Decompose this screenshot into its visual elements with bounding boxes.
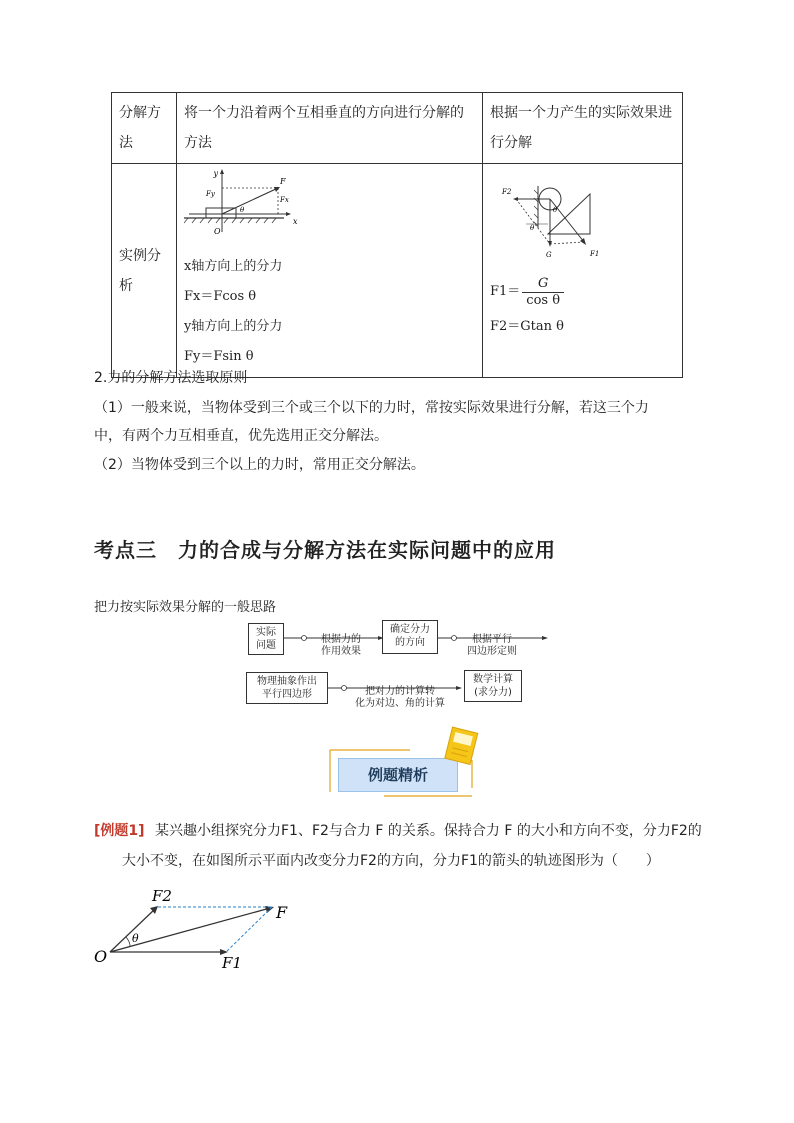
orthogonal-decomposition-figure xyxy=(184,166,304,244)
example-tag: [例题1] xyxy=(94,823,145,839)
flow-diagram xyxy=(244,620,554,710)
cell-orthogonal-example xyxy=(177,164,483,378)
table-row xyxy=(112,93,683,164)
formula-line: Fy＝Fsin θ xyxy=(184,349,254,364)
principle-paragraph: （2）当物体受到三个以上的力时，常用正交分解法。 xyxy=(94,457,425,473)
wedge-ball-figure xyxy=(496,178,606,268)
row-label: 分解方法 xyxy=(112,93,177,164)
notebook-icon xyxy=(440,724,484,770)
origin-label: O xyxy=(214,227,221,236)
example-badge: 例题精析 xyxy=(338,758,458,792)
flow-box-calculation: 数学计算 (求分力) xyxy=(464,670,522,702)
y-axis-label: y xyxy=(213,169,218,178)
fy-label: Fy xyxy=(206,190,215,198)
formula-line: x轴方向上的分力 xyxy=(184,259,283,274)
origin-label: O xyxy=(94,947,108,966)
table-row xyxy=(112,164,683,378)
force-f2-label: F2 xyxy=(152,887,172,905)
force-f-label: F xyxy=(276,903,288,922)
formula-line: Fx＝Fcos θ xyxy=(184,289,257,304)
cell-effect-method: 根据一个力产生的实际效果进行分解 xyxy=(483,93,683,164)
theta-label: θ xyxy=(240,206,245,214)
example-question: [例题1] 某兴趣小组探究分力F1、F2与合力 F 的关系。保持合力 F 的大小和方向不变，分力F2的 xyxy=(94,823,702,839)
f2-label: F2 xyxy=(502,188,512,196)
theta-label: θ xyxy=(530,224,535,232)
flow-label: 根据力的 作用效果 xyxy=(321,634,361,657)
force-label: F xyxy=(280,177,286,186)
principle-paragraph: （1）一般来说，当物体受到三个或三个以下的力时，常按实际效果进行分解，若这三个力 xyxy=(94,400,649,416)
theta-label: θ xyxy=(132,932,139,945)
flow-label: 把对力的计算转 化为对边、角的计算 xyxy=(355,686,445,709)
flow-label: 根据平行 四边形定则 xyxy=(467,634,517,657)
f1-label: F1 xyxy=(590,250,600,258)
fraction: G cos θ xyxy=(522,276,564,309)
principle-paragraph: 中，有两个力互相垂直，优先选用正交分解法。 xyxy=(94,428,388,444)
cell-orthogonal-method: 将一个力沿着两个互相垂直的方向进行分解的方法 xyxy=(177,93,483,164)
section-heading: 考点三 力的合成与分解方法在实际问题中的应用 xyxy=(94,538,556,562)
fx-label: Fx xyxy=(280,196,289,204)
g-label: G xyxy=(546,251,552,259)
section-intro: 把力按实际效果分解的一般思路 xyxy=(94,600,277,615)
f2-formula: F2＝Gtan θ xyxy=(490,319,564,334)
parallelogram-figure xyxy=(92,886,302,976)
flow-box-parallelogram: 物理抽象作出 平行四边形 xyxy=(246,672,328,704)
cell-effect-example xyxy=(483,164,683,378)
row-label: 实例分析 xyxy=(112,164,177,378)
principles-title: 2.力的分解方法选取原则 xyxy=(94,370,248,386)
example-question-line2: 大小不变，在如图所示平面内改变分力F2的方向，分力F1的箭头的轨迹图形为（ ） xyxy=(122,853,660,869)
formula-line: y轴方向上的分力 xyxy=(184,319,283,334)
x-axis-label: x xyxy=(293,217,298,226)
method-comparison-table xyxy=(111,92,683,378)
force-f1-label: F1 xyxy=(222,954,242,972)
flow-box-problem: 实际 问题 xyxy=(248,623,284,655)
flow-box-direction: 确定分力 的方向 xyxy=(382,620,438,654)
theta-label: θ xyxy=(553,206,558,214)
f1-formula: F1＝ G cos θ xyxy=(490,272,675,312)
